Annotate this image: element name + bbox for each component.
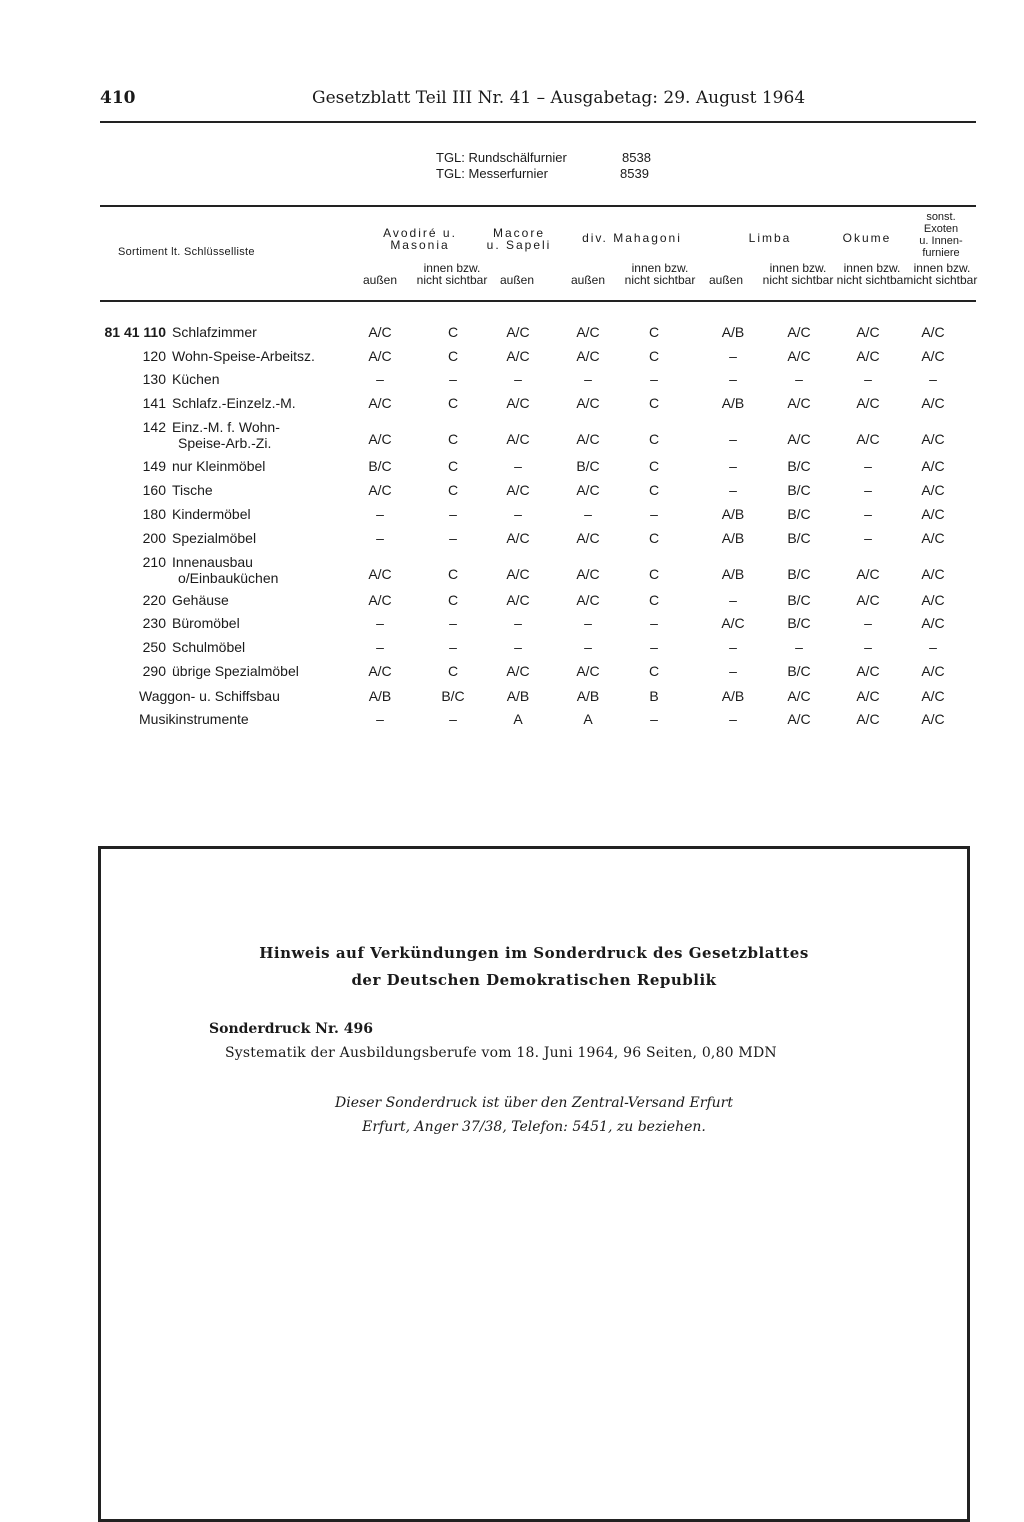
table-cell: A/C xyxy=(368,395,392,411)
table-cell: – xyxy=(376,506,384,522)
table-cell: – xyxy=(449,506,457,522)
row-name xyxy=(172,530,256,546)
table-cell: C xyxy=(648,431,660,447)
row-name-line: Kindermöbel xyxy=(172,506,251,522)
table-cell: – xyxy=(729,348,737,364)
row-code: 160 xyxy=(142,482,166,498)
row-code: 81 41 110 xyxy=(104,324,166,340)
row-name-line: o/Einbauküchen xyxy=(178,570,279,586)
wood-group-line: Okume xyxy=(842,231,892,245)
sonderdruck-text: Systematik der Ausbildungsberufe vom 18. Juni 1964, 96 Seiten, 0,80 MDN xyxy=(225,1045,777,1061)
row-name xyxy=(172,506,251,522)
table-cell: B/C xyxy=(441,688,465,704)
table-cell: A/C xyxy=(368,482,392,498)
row-name-line: Schlafzimmer xyxy=(172,324,257,340)
table-cell: B/C xyxy=(576,458,600,474)
table-cell: – xyxy=(650,615,658,631)
row-code: 250 xyxy=(142,639,166,655)
table-cell: A/C xyxy=(921,711,945,727)
header-rule xyxy=(100,121,976,123)
wood-group-header xyxy=(562,232,702,244)
row-name-line: übrige Spezialmöbel xyxy=(172,663,299,679)
table-cell: A/C xyxy=(506,663,530,679)
table-cell: – xyxy=(376,639,384,655)
row-name xyxy=(172,324,257,340)
table-cell: A/C xyxy=(921,530,945,546)
table-cell: A/C xyxy=(856,688,880,704)
table-cell: A/C xyxy=(368,566,392,582)
table-cell: A/B xyxy=(721,566,745,582)
table-cell: B/C xyxy=(787,592,811,608)
sortiment-header: Sortiment lt. Schlüsselliste xyxy=(118,246,255,258)
table-cell: C xyxy=(447,324,459,340)
table-cell: A/C xyxy=(921,615,945,631)
table-cell: A/B xyxy=(368,688,392,704)
tgl-number: 8538 xyxy=(622,150,651,165)
table-cell: C xyxy=(648,592,660,608)
row-code: 290 xyxy=(142,663,166,679)
table-cell: A/C xyxy=(787,711,811,727)
table-cell: A/C xyxy=(721,615,745,631)
table-cell: – xyxy=(514,371,522,387)
table-cell: C xyxy=(648,530,660,546)
table-cell: – xyxy=(449,530,457,546)
table-cell: A/C xyxy=(856,395,880,411)
wood-group-line: div. Mahagoni xyxy=(582,231,682,245)
row-name xyxy=(139,688,280,704)
table-header-rule xyxy=(100,300,976,302)
table-cell: A/C xyxy=(368,348,392,364)
table-cell: C xyxy=(447,663,459,679)
table-cell: A/C xyxy=(576,482,600,498)
table-cell: – xyxy=(584,371,592,387)
table-cell: – xyxy=(650,639,658,655)
table-cell: A/B xyxy=(506,688,530,704)
wood-group-header xyxy=(474,227,564,251)
table-cell: – xyxy=(376,615,384,631)
table-cell: A/C xyxy=(856,348,880,364)
table-cell: A/B xyxy=(721,395,745,411)
table-cell: – xyxy=(584,639,592,655)
table-cell: A/C xyxy=(506,431,530,447)
row-name-line: Innenausbau xyxy=(172,554,253,570)
sub-header: außen xyxy=(499,273,535,287)
table-cell: A/C xyxy=(921,431,945,447)
table-cell: – xyxy=(864,639,872,655)
table-cell: A/B xyxy=(721,324,745,340)
table-cell: – xyxy=(929,639,937,655)
table-cell: B/C xyxy=(368,458,392,474)
table-cell: A/C xyxy=(856,663,880,679)
table-cell: – xyxy=(729,371,737,387)
table-cell: A/B xyxy=(576,688,600,704)
running-title: Gesetzblatt Teil III Nr. 41 – Ausgabetag: 29. August 1964 xyxy=(312,88,806,108)
table-cell: B/C xyxy=(787,506,811,522)
table-cell: – xyxy=(449,371,457,387)
wood-group-header xyxy=(908,211,974,259)
table-cell: C xyxy=(447,348,459,364)
row-name-line: Schlafz.-Einzelz.-M. xyxy=(172,395,296,411)
table-cell: – xyxy=(729,711,737,727)
sub-header: innen bzw. nicht sichtbar xyxy=(624,261,696,287)
table-cell: A/C xyxy=(921,663,945,679)
table-cell: A/C xyxy=(921,688,945,704)
table-cell: C xyxy=(447,482,459,498)
table-cell: A/C xyxy=(368,592,392,608)
table-cell: – xyxy=(795,371,803,387)
table-cell: – xyxy=(729,431,737,447)
table-cell: – xyxy=(449,711,457,727)
table-cell: C xyxy=(648,663,660,679)
wood-group-line: sonst. xyxy=(926,211,956,223)
table-cell: A/C xyxy=(787,395,811,411)
table-cell: B/C xyxy=(787,482,811,498)
table-cell: A/B xyxy=(721,506,745,522)
table-cell: A/C xyxy=(576,395,600,411)
table-cell: C xyxy=(447,431,459,447)
row-code: 149 xyxy=(142,458,166,474)
table-cell: A/C xyxy=(576,592,600,608)
row-name xyxy=(172,592,229,608)
table-cell: A/C xyxy=(921,482,945,498)
table-cell: A/B xyxy=(721,688,745,704)
table-cell: A/C xyxy=(856,711,880,727)
tgl-label: TGL: Rundschälfurnier xyxy=(436,150,567,165)
table-cell: – xyxy=(650,371,658,387)
table-cell: – xyxy=(376,371,384,387)
wood-group-line: furniere xyxy=(922,247,960,259)
table-cell: A/C xyxy=(921,395,945,411)
table-cell: C xyxy=(447,458,459,474)
table-cell: A/C xyxy=(506,592,530,608)
table-cell: A/B xyxy=(721,530,745,546)
table-cell: C xyxy=(648,395,660,411)
table-cell: A/C xyxy=(921,506,945,522)
notice-box xyxy=(98,846,970,1522)
table-cell: A/C xyxy=(506,348,530,364)
table-cell: – xyxy=(795,639,803,655)
row-name-line: nur Kleinmöbel xyxy=(172,458,266,474)
table-cell: A/C xyxy=(856,592,880,608)
row-name-line: Küchen xyxy=(172,371,220,387)
table-cell: A xyxy=(583,711,593,727)
row-code: 141 xyxy=(142,395,166,411)
table-cell: – xyxy=(729,458,737,474)
table-cell: A/C xyxy=(787,431,811,447)
table-cell: – xyxy=(514,639,522,655)
row-name xyxy=(172,554,278,586)
table-cell: A/C xyxy=(576,566,600,582)
table-cell: – xyxy=(864,371,872,387)
page-header xyxy=(100,88,976,116)
row-name-line: Wohn-Speise-Arbeitsz. xyxy=(172,348,315,364)
row-code: 180 xyxy=(142,506,166,522)
table-cell: – xyxy=(864,530,872,546)
row-name-line: Waggon- u. Schiffsbau xyxy=(139,688,280,704)
row-name xyxy=(172,663,299,679)
table-cell: A/C xyxy=(506,395,530,411)
row-code: 142 xyxy=(142,419,166,435)
table-cell: C xyxy=(447,566,459,582)
row-name xyxy=(172,371,219,387)
wood-group-line: Avodiré u. xyxy=(383,226,457,240)
table-cell: A/C xyxy=(506,530,530,546)
row-code: 130 xyxy=(142,371,166,387)
table-cell: – xyxy=(449,639,457,655)
table-cell: A/C xyxy=(856,324,880,340)
table-cell: C xyxy=(648,348,660,364)
table-cell: A/C xyxy=(576,348,600,364)
table-cell: – xyxy=(514,506,522,522)
table-cell: A/C xyxy=(506,566,530,582)
table-cell: B/C xyxy=(787,458,811,474)
table-cell: B/C xyxy=(787,615,811,631)
table-cell: A/C xyxy=(576,530,600,546)
row-name-line: Speise-Arb.-Zi. xyxy=(178,435,272,451)
table-cell: – xyxy=(864,615,872,631)
table-cell: B/C xyxy=(787,530,811,546)
table-cell: A/C xyxy=(921,592,945,608)
row-name xyxy=(172,458,265,474)
tgl-number: 8539 xyxy=(620,166,649,181)
row-name-line: Büromöbel xyxy=(172,615,240,631)
row-code: 230 xyxy=(142,615,166,631)
table-cell: – xyxy=(729,482,737,498)
table-cell: – xyxy=(584,615,592,631)
table-cell: A xyxy=(513,711,523,727)
table-cell: – xyxy=(729,663,737,679)
table-cell: A/C xyxy=(787,324,811,340)
table-cell: – xyxy=(929,371,937,387)
wood-group-line: Masonia xyxy=(390,238,450,252)
row-name xyxy=(172,615,240,631)
table-cell: – xyxy=(584,506,592,522)
sonderdruck-number: Sonderdruck Nr. 496 xyxy=(209,1021,374,1037)
table-cell: A/C xyxy=(921,458,945,474)
wood-group-line: u. Innen- xyxy=(919,235,963,247)
wood-group-line: Exoten xyxy=(923,223,959,235)
table-cell: C xyxy=(648,482,660,498)
table-cell: A/C xyxy=(787,688,811,704)
sub-header: innen bzw. nicht sichtbar xyxy=(416,261,488,287)
table-cell: A/C xyxy=(921,348,945,364)
wood-group-line: Limba xyxy=(748,231,792,245)
table-cell: C xyxy=(648,566,660,582)
table-cell: C xyxy=(648,324,660,340)
row-name xyxy=(172,348,315,364)
distribution-line: Dieser Sonderdruck ist über den Zentral-Versand Erfurt xyxy=(335,1095,733,1111)
wood-group-line: Macore xyxy=(492,226,545,240)
table-cell: – xyxy=(514,615,522,631)
table-cell: A/C xyxy=(368,324,392,340)
wood-group-header xyxy=(720,232,820,244)
wood-group-header xyxy=(360,227,480,251)
table-cell: – xyxy=(650,711,658,727)
row-name xyxy=(172,482,213,498)
table-cell: – xyxy=(729,592,737,608)
row-name-line: Schulmöbel xyxy=(172,639,246,655)
table-cell: B xyxy=(649,688,659,704)
table-cell: B/C xyxy=(787,566,811,582)
table-cell: A/C xyxy=(576,324,600,340)
table-cell: C xyxy=(447,592,459,608)
table-cell: A/C xyxy=(921,324,945,340)
row-name-line: Tische xyxy=(172,482,213,498)
row-code: 210 xyxy=(142,554,166,570)
table-cell: – xyxy=(729,639,737,655)
row-name-line: Einz.-M. f. Wohn- xyxy=(172,419,280,435)
sub-header: innen bzw. nicht sichtbar xyxy=(906,261,978,287)
row-code: 200 xyxy=(142,530,166,546)
notice-subtitle: der Deutschen Demokratischen Republik xyxy=(351,971,717,989)
table-cell: C xyxy=(648,458,660,474)
row-name xyxy=(172,639,245,655)
tgl-line xyxy=(436,150,651,165)
sub-header: innen bzw. nicht sichtbar xyxy=(836,261,908,287)
row-code: 220 xyxy=(142,592,166,608)
row-name-line: Spezialmöbel xyxy=(172,530,257,546)
table-cell: A/C xyxy=(787,348,811,364)
distribution-line: Erfurt, Anger 37/38, Telefon: 5451, zu beziehen. xyxy=(362,1119,706,1135)
wood-group-line: u. Sapeli xyxy=(486,238,552,252)
table-cell: A/C xyxy=(506,324,530,340)
row-name xyxy=(172,419,280,451)
sub-header: außen xyxy=(362,273,398,287)
table-cell: – xyxy=(864,506,872,522)
tgl-label: TGL: Messerfurnier xyxy=(436,166,548,181)
table-cell: – xyxy=(864,458,872,474)
row-name xyxy=(139,711,249,727)
table-cell: – xyxy=(376,711,384,727)
notice-title: Hinweis auf Verkündungen im Sonderdruck des Gesetzblattes xyxy=(259,944,809,962)
table-cell: A/C xyxy=(368,663,392,679)
row-code: 120 xyxy=(142,348,166,364)
table-cell: A/C xyxy=(506,482,530,498)
row-name xyxy=(172,395,296,411)
row-name-line: Gehäuse xyxy=(172,592,229,608)
table-cell: A/C xyxy=(921,566,945,582)
table-cell: – xyxy=(376,530,384,546)
sub-header: außen xyxy=(708,273,744,287)
table-cell: – xyxy=(449,615,457,631)
table-cell: C xyxy=(447,395,459,411)
table-cell: – xyxy=(864,482,872,498)
tgl-line xyxy=(436,166,649,181)
wood-group-header xyxy=(822,232,912,244)
sub-header: außen xyxy=(570,273,606,287)
table-cell: – xyxy=(514,458,522,474)
row-name-line: Musikinstrumente xyxy=(139,711,249,727)
table-cell: B/C xyxy=(787,663,811,679)
table-cell: A/C xyxy=(368,431,392,447)
table-cell: – xyxy=(650,506,658,522)
table-top-rule xyxy=(100,205,976,207)
sub-header: innen bzw. nicht sichtbar xyxy=(762,261,834,287)
table-cell: A/C xyxy=(856,566,880,582)
table-cell: A/C xyxy=(856,431,880,447)
page-number: 410 xyxy=(100,88,136,108)
table-cell: A/C xyxy=(576,663,600,679)
table-cell: A/C xyxy=(576,431,600,447)
